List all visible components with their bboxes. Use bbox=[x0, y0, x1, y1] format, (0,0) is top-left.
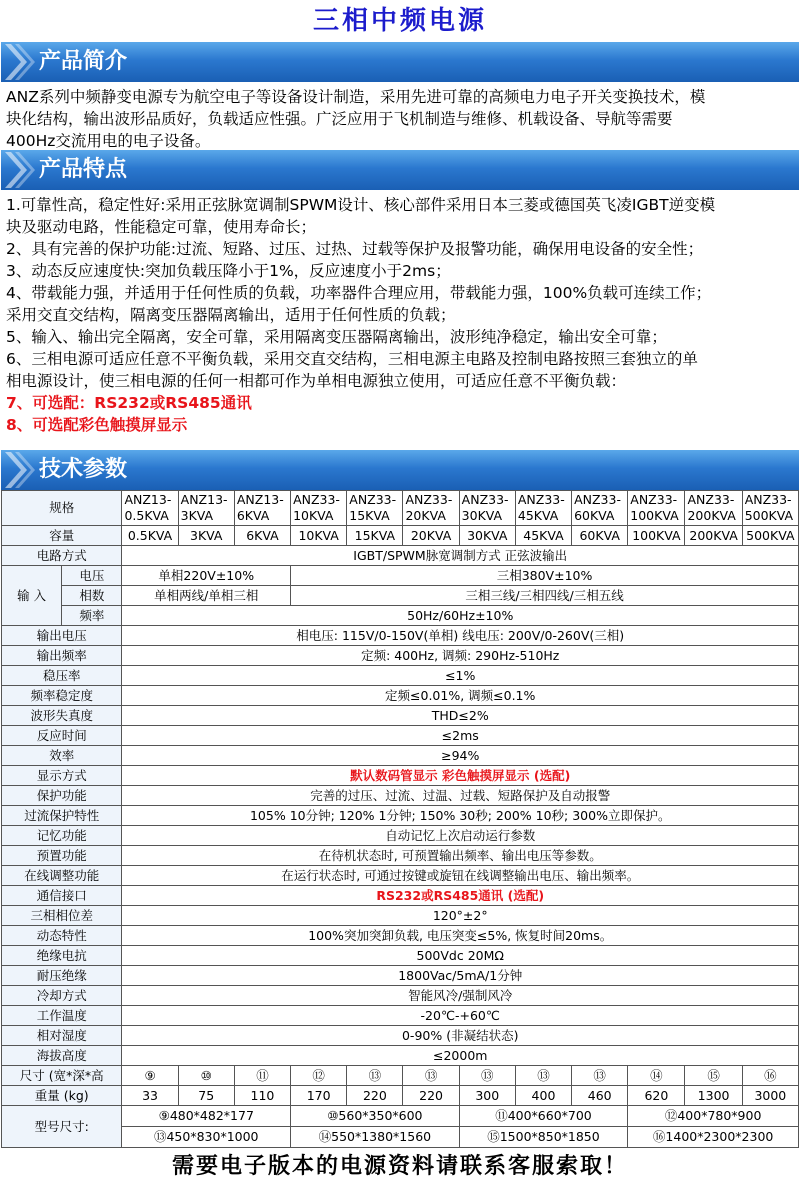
capacity-cell: 500KVA bbox=[742, 526, 798, 546]
spec-row bbox=[2, 966, 799, 986]
row-label: 过流保护特性 bbox=[2, 806, 122, 826]
spec-row bbox=[2, 1006, 799, 1026]
row-label: 频率稳定度 bbox=[2, 686, 122, 706]
weight-cell: 460 bbox=[572, 1086, 628, 1106]
value-cell: 在运行状态时, 可通过按键或旋钮在线调整输出电压、输出频率。 bbox=[122, 866, 799, 886]
model-cell: ANZ33-200KVA bbox=[685, 491, 742, 526]
capacity-cell: 10KVA bbox=[291, 526, 347, 546]
row-label: 频率 bbox=[62, 606, 122, 626]
feature-line-optional: 8、可选配彩色触摸屏显示 bbox=[6, 416, 188, 434]
spec-row bbox=[2, 626, 799, 646]
size-code-cell: ⑨ bbox=[122, 1066, 178, 1086]
model-cell: ANZ33-15KVA bbox=[347, 491, 403, 526]
row-label: 相对湿度 bbox=[2, 1026, 122, 1046]
weight-cell: 300 bbox=[459, 1086, 515, 1106]
size-code-cell: ⑮ bbox=[685, 1066, 742, 1086]
type-size-cell: ⑨480*482*177 bbox=[122, 1106, 291, 1127]
row-label: 规格 bbox=[2, 491, 122, 526]
feature-line: 4、带载能力强，并适用于任何性质的负载，功率器件合理应用，带载能力强，100%负载可连续工作； bbox=[6, 284, 712, 302]
spec-row bbox=[2, 866, 799, 886]
spec-row bbox=[2, 946, 799, 966]
feature-line: 1.可靠性高，稳定性好:采用正弦脉宽调制SPWM设计、核心部件采用日本三菱或德国英飞凌IGBT逆变模 bbox=[6, 196, 716, 214]
type-size-cell: ⑬450*830*1000 bbox=[122, 1127, 291, 1148]
row-label: 显示方式 bbox=[2, 766, 122, 786]
features-list bbox=[0, 190, 800, 450]
value-cell: 100%突加突卸负载, 电压突变≤5%, 恢复时间20ms。 bbox=[122, 926, 799, 946]
spec-row bbox=[2, 686, 799, 706]
type-size-cell: ⑪400*660*700 bbox=[459, 1106, 628, 1127]
size-code-cell: ⑬ bbox=[403, 1066, 459, 1086]
size-code-cell: ⑯ bbox=[742, 1066, 798, 1086]
section-band-intro bbox=[1, 42, 799, 82]
size-row bbox=[2, 1066, 799, 1086]
value-cell: 完善的过压、过流、过温、过载、短路保护及自动报警 bbox=[122, 786, 799, 806]
row-label: 输出电压 bbox=[2, 626, 122, 646]
weight-cell: 110 bbox=[234, 1086, 290, 1106]
model-cell: ANZ13-3KVA bbox=[178, 491, 234, 526]
row-label: 三相相位差 bbox=[2, 906, 122, 926]
spec-row bbox=[2, 846, 799, 866]
row-label: 电压 bbox=[62, 566, 122, 586]
model-cell: ANZ33-45KVA bbox=[515, 491, 571, 526]
value-cell: 智能风冷/强制风冷 bbox=[122, 986, 799, 1006]
value-cell: IGBT/SPWM脉宽调制方式 正弦波输出 bbox=[122, 546, 799, 566]
capacity-cell: 0.5KVA bbox=[122, 526, 178, 546]
intro-line: 400Hz交流用电的电子设备。 bbox=[6, 132, 211, 150]
value-cell: 105% 10分钟; 120% 1分钟; 150% 30秒; 200% 10秒; 300%立即保护。 bbox=[122, 806, 799, 826]
value-cell: 定频: 400Hz, 调频: 290Hz-510Hz bbox=[122, 646, 799, 666]
row-label: 波形失真度 bbox=[2, 706, 122, 726]
spec-row bbox=[2, 806, 799, 826]
model-cell: ANZ33-30KVA bbox=[459, 491, 515, 526]
value-cell: THD≤2% bbox=[122, 706, 799, 726]
section-title-intro: 产品简介 bbox=[39, 49, 128, 74]
feature-line: 3、动态反应速度快:突加负载压降小于1%，反应速度小于2ms； bbox=[6, 262, 451, 280]
row-label: 电路方式 bbox=[2, 546, 122, 566]
value-cell: 单相220V±10% bbox=[122, 566, 291, 586]
feature-line: 采用交直交结构，隔离变压器隔离输出，适用于任何性质的负载； bbox=[6, 306, 456, 324]
row-label: 型号尺寸: bbox=[2, 1106, 122, 1148]
weight-cell: 220 bbox=[403, 1086, 459, 1106]
value-cell: ≤1% bbox=[122, 666, 799, 686]
intro-paragraph bbox=[0, 82, 800, 150]
row-label: 容量 bbox=[2, 526, 122, 546]
model-cell: ANZ33-10KVA bbox=[291, 491, 347, 526]
value-cell: 50Hz/60Hz±10% bbox=[122, 606, 799, 626]
row-label: 工作温度 bbox=[2, 1006, 122, 1026]
row-label: 在线调整功能 bbox=[2, 866, 122, 886]
spec-row bbox=[2, 986, 799, 1006]
weight-cell: 3000 bbox=[742, 1086, 798, 1106]
row-label: 预置功能 bbox=[2, 846, 122, 866]
row-label: 通信接口 bbox=[2, 886, 122, 906]
spec-row bbox=[2, 746, 799, 766]
capacity-cell: 3KVA bbox=[178, 526, 234, 546]
chevron-right-icon bbox=[1, 42, 35, 82]
spec-row bbox=[2, 1026, 799, 1046]
footer-note: 需要电子版本的电源资料请联系客服索取！ bbox=[171, 1153, 628, 1179]
row-label: 尺寸 (宽*深*高 bbox=[2, 1066, 122, 1086]
spec-row bbox=[2, 646, 799, 666]
row-label: 重量 (kg) bbox=[2, 1086, 122, 1106]
feature-line: 5、输入、输出完全隔离，安全可靠，采用隔离变压器隔离输出，波形纯净稳定，输出安全可靠； bbox=[6, 328, 667, 346]
capacity-cell: 30KVA bbox=[459, 526, 515, 546]
input-voltage-row bbox=[2, 566, 799, 586]
circuit-row bbox=[2, 546, 799, 566]
value-cell: 三相380V±10% bbox=[291, 566, 799, 586]
intro-line: ANZ系列中频静变电源专为航空电子等设备设计制造，采用先进可靠的高频电力电子开关变换技术，模 bbox=[6, 88, 706, 106]
value-cell: 1800Vac/5mA/1分钟 bbox=[122, 966, 799, 986]
value-cell: 自动记忆上次启动运行参数 bbox=[122, 826, 799, 846]
capacity-cell: 20KVA bbox=[403, 526, 459, 546]
value-cell: 500Vdc 20MΩ bbox=[122, 946, 799, 966]
row-label: 保护功能 bbox=[2, 786, 122, 806]
intro-line: 块化结构，输出波形品质好，负载适应性强。广泛应用于飞机制造与维修、机载设备、导航等需要 bbox=[6, 110, 673, 128]
size-code-cell: ⑫ bbox=[291, 1066, 347, 1086]
value-cell: ≤2000m bbox=[122, 1046, 799, 1066]
spec-row bbox=[2, 886, 799, 906]
model-cell: ANZ33-20KVA bbox=[403, 491, 459, 526]
row-label: 记忆功能 bbox=[2, 826, 122, 846]
input-phase-row bbox=[2, 586, 799, 606]
size-code-cell: ⑩ bbox=[178, 1066, 234, 1086]
row-label: 输出频率 bbox=[2, 646, 122, 666]
row-label: 动态特性 bbox=[2, 926, 122, 946]
section-band-spec bbox=[1, 450, 799, 490]
capacity-row bbox=[2, 526, 799, 546]
type-size-cell: ⑮1500*850*1850 bbox=[459, 1127, 628, 1148]
capacity-cell: 60KVA bbox=[572, 526, 628, 546]
weight-cell: 170 bbox=[291, 1086, 347, 1106]
weight-cell: 400 bbox=[515, 1086, 571, 1106]
size-code-cell: ⑬ bbox=[459, 1066, 515, 1086]
page-title: 三相中频电源 bbox=[312, 6, 487, 36]
feature-line: 2、具有完善的保护功能:过流、短路、过压、过热、过载等保护及报警功能，确保用电设备的安全性； bbox=[6, 240, 704, 258]
spec-row bbox=[2, 826, 799, 846]
section-band-features bbox=[1, 150, 799, 190]
model-cell: ANZ33-100KVA bbox=[628, 491, 685, 526]
capacity-cell: 100KVA bbox=[628, 526, 685, 546]
model-cell: ANZ33-500KVA bbox=[742, 491, 798, 526]
value-cell: ≥94% bbox=[122, 746, 799, 766]
input-group-label: 输 入 bbox=[2, 566, 62, 626]
spec-row bbox=[2, 906, 799, 926]
capacity-cell: 15KVA bbox=[347, 526, 403, 546]
spec-row bbox=[2, 786, 799, 806]
size-code-cell: ⑬ bbox=[347, 1066, 403, 1086]
spec-row bbox=[2, 726, 799, 746]
capacity-cell: 200KVA bbox=[685, 526, 742, 546]
capacity-cell: 6KVA bbox=[234, 526, 290, 546]
value-cell: 相电压: 115V/0-150V(单相) 线电压: 200V/0-260V(三相) bbox=[122, 626, 799, 646]
type-size-cell: ⑩560*350*600 bbox=[291, 1106, 460, 1127]
value-cell: 默认数码管显示 彩色触摸屏显示 (选配) bbox=[122, 766, 799, 786]
feature-line-optional: 7、可选配：RS232或RS485通讯 bbox=[6, 394, 252, 412]
type-size-row bbox=[2, 1106, 799, 1127]
weight-cell: 1300 bbox=[685, 1086, 742, 1106]
capacity-cell: 45KVA bbox=[515, 526, 571, 546]
row-label: 相数 bbox=[62, 586, 122, 606]
weight-cell: 75 bbox=[178, 1086, 234, 1106]
value-cell: 定频≤0.01%, 调频≤0.1% bbox=[122, 686, 799, 706]
row-label: 效率 bbox=[2, 746, 122, 766]
spec-row bbox=[2, 926, 799, 946]
chevron-right-icon bbox=[1, 150, 35, 190]
weight-cell: 33 bbox=[122, 1086, 178, 1106]
row-label: 绝缘电抗 bbox=[2, 946, 122, 966]
type-size-cell: ⑭550*1380*1560 bbox=[291, 1127, 460, 1148]
feature-line: 相电源设计，使三相电源的任何一相都可作为单相电源独立使用，可适应任意不平衡负载： bbox=[6, 372, 627, 390]
section-title-features: 产品特点 bbox=[39, 157, 128, 182]
row-label: 冷却方式 bbox=[2, 986, 122, 1006]
section-title-spec: 技术参数 bbox=[39, 457, 128, 482]
chevron-right-icon bbox=[1, 450, 35, 490]
spec-row bbox=[2, 1046, 799, 1066]
weight-row bbox=[2, 1086, 799, 1106]
type-size-cell: ⑫400*780*900 bbox=[628, 1106, 799, 1127]
value-cell: 单相两线/单相三相 bbox=[122, 586, 291, 606]
size-code-cell: ⑪ bbox=[234, 1066, 290, 1086]
spec-row bbox=[2, 706, 799, 726]
model-cell: ANZ13-0.5KVA bbox=[122, 491, 178, 526]
value-cell: 在待机状态时, 可预置输出频率、输出电压等参数。 bbox=[122, 846, 799, 866]
weight-cell: 220 bbox=[347, 1086, 403, 1106]
type-size-cell: ⑯1400*2300*2300 bbox=[628, 1127, 799, 1148]
value-cell: 120°±2° bbox=[122, 906, 799, 926]
value-cell: ≤2ms bbox=[122, 726, 799, 746]
row-label: 耐压绝缘 bbox=[2, 966, 122, 986]
value-cell: 0-90% (非凝结状态) bbox=[122, 1026, 799, 1046]
model-cell: ANZ13-6KVA bbox=[234, 491, 290, 526]
row-label: 稳压率 bbox=[2, 666, 122, 686]
model-row bbox=[2, 491, 799, 526]
value-cell: 三相三线/三相四线/三相五线 bbox=[291, 586, 799, 606]
weight-cell: 620 bbox=[628, 1086, 685, 1106]
type-size-row bbox=[2, 1127, 799, 1148]
size-code-cell: ⑬ bbox=[572, 1066, 628, 1086]
value-cell: RS232或RS485通讯 (选配) bbox=[122, 886, 799, 906]
row-label: 海拔高度 bbox=[2, 1046, 122, 1066]
spec-row bbox=[2, 766, 799, 786]
size-code-cell: ⑭ bbox=[628, 1066, 685, 1086]
value-cell: -20℃-+60℃ bbox=[122, 1006, 799, 1026]
size-code-cell: ⑬ bbox=[515, 1066, 571, 1086]
feature-line: 6、三相电源可适应任意不平衡负载，采用交直交结构，三相电源主电路及控制电路按照三套独立的单 bbox=[6, 350, 698, 368]
row-label: 反应时间 bbox=[2, 726, 122, 746]
model-cell: ANZ33-60KVA bbox=[572, 491, 628, 526]
feature-line: 块及驱动电路，性能稳定可靠，使用寿命长； bbox=[6, 218, 317, 236]
spec-row bbox=[2, 666, 799, 686]
spec-table bbox=[1, 490, 799, 1148]
input-frequency-row bbox=[2, 606, 799, 626]
